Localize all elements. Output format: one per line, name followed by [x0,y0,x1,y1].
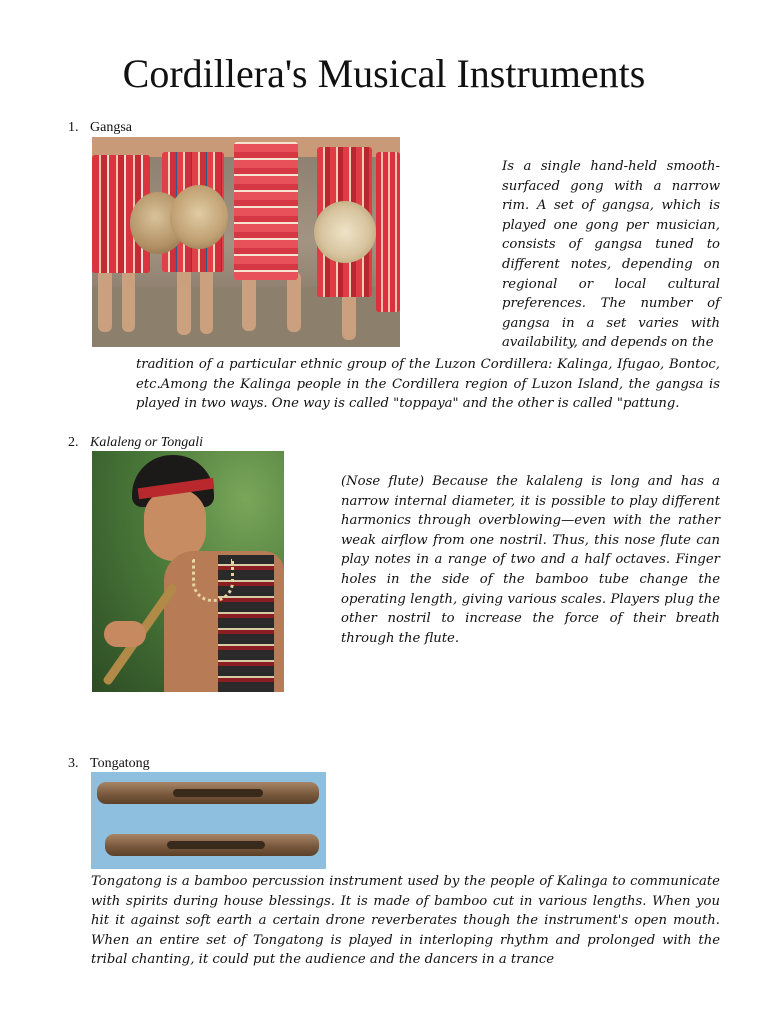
item-heading-tongatong [68,756,150,772]
item-name: Gangsa [90,120,132,135]
kalaleng-description: (Nose flute) Because the kalaleng is long and has a narrow internal diameter, it is possible to play different harmonics through overblowing—even with the rather weak airflow from one nostril. Thus, this nose flute can play notes in a range of two and a half octaves. Finger holes in the side of the bamboo tube change the operating length, giving various scales. Players plug the other nostril to increase the force of their breath through the flute. [341,474,720,646]
item-number: 1. [68,120,79,135]
item-heading-gangsa [68,120,132,136]
page-title: Cordillera's Musical Instruments [122,51,646,96]
item-name: Kalaleng or Tongali [90,435,204,450]
item-number: 2. [68,435,79,450]
tongatong-photo [91,772,326,869]
tongatong-description: Tongatong is a bamboo percussion instrument used by the people of Kalinga to communicate with spirits during house blessings. It is made of bamboo cut in various lengths. When you hit it against soft earth a certain drone reverberates though the instrument's open mouth. When an entire set of Tongatong is played in interloping rhythm and prolonged with the tribal chanting, it could put the audience and the dancers in a trance [91,874,720,968]
item-heading-kalaleng [68,435,203,451]
gangsa-photo [92,137,400,347]
item-name: Tongatong [90,756,150,771]
item-number: 3. [68,756,79,771]
kalaleng-photo [92,451,284,692]
gangsa-description-side: Is a single hand-held smooth-surfaced gong with a narrow rim. A set of gangsa, which is played one gong per musician, consists of gangsa tuned to different notes, depending on regional or local cultural preferences. The number of gangsa in a set varies with availability, and depends on the [502,159,720,351]
gangsa-description-continued: tradition of a particular ethnic group of the Luzon Cordillera: Kalinga, Ifugao, Bontoc, etc.Among the Kalinga people in the Cordillera region of Luzon Island, the gangsa is played in two ways. One way is called "toppaya" and the other is called "pattung. [136,357,720,412]
